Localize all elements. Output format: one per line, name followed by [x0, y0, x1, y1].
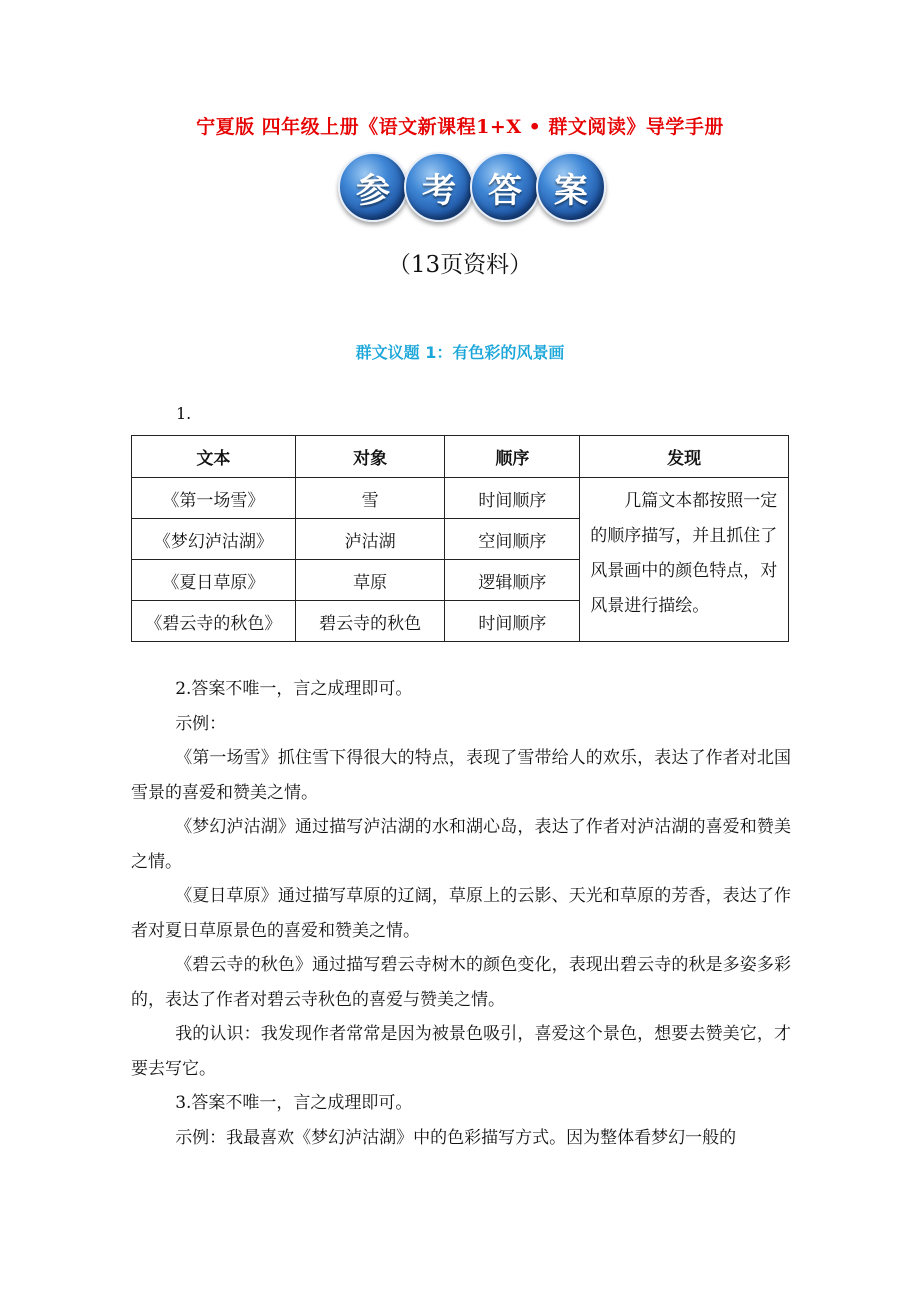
table-cell: 时间顺序 — [445, 478, 580, 519]
table-cell: 逻辑顺序 — [445, 560, 580, 601]
badge-char-1: 参 — [338, 152, 408, 222]
topic-heading: 群文议题 1：有色彩的风景画 — [355, 343, 565, 362]
table-cell: 空间顺序 — [445, 519, 580, 560]
table-cell: 碧云寺的秋色 — [295, 601, 445, 642]
table-header-cell: 文本 — [132, 436, 296, 478]
paragraph: 3.答案不唯一，言之成理即可。 — [175, 1093, 413, 1113]
table-cell: 草原 — [295, 560, 445, 601]
paragraph: 《碧云寺的秋色》通过描写碧云寺树木的颜色变化，表现出碧云寺的秋是多姿多彩的，表达了作者对碧云寺秋色的喜爱与赞美之情。 — [131, 955, 791, 1010]
table-cell: 时间顺序 — [445, 601, 580, 642]
answer-table — [131, 435, 789, 642]
paragraph: 《梦幻泸沽湖》通过描写泸沽湖的水和湖心岛，表达了作者对泸沽湖的喜爱和赞美之情。 — [131, 817, 791, 872]
paragraph: 示例：我最喜欢《梦幻泸沽湖》中的色彩描写方式。因为整体看梦幻一般的 — [175, 1127, 737, 1148]
table-header-row — [132, 436, 789, 478]
paragraph: 2.答案不唯一，言之成理即可。 — [175, 679, 413, 699]
answer-body — [131, 672, 791, 1155]
table-cell: 《碧云寺的秋色》 — [132, 601, 296, 642]
table-cell: 《夏日草原》 — [132, 560, 296, 601]
table-cell: 雪 — [295, 478, 445, 519]
table-header-cell: 发现 — [580, 436, 789, 478]
document-title: 宁夏版 四年级上册《语文新课程1+X • 群文阅读》导学手册 — [196, 116, 724, 138]
badge-char-4: 案 — [536, 152, 606, 222]
finding-cell: 几篇文本都按照一定的顺序描写，并且抓住了风景画中的颜色特点，对风景进行描绘。 — [580, 478, 789, 642]
question-1-number: 1. — [176, 404, 192, 423]
paragraph: 《第一场雪》抓住雪下得很大的特点，表现了雪带给人的欢乐，表达了作者对北国雪景的喜爱和赞美之情。 — [131, 748, 791, 803]
paragraph: 我的认识：我发现作者常常是因为被景色吸引，喜爱这个景色，想要去赞美它，才要去写它。 — [131, 1024, 791, 1079]
table-header-cell: 顺序 — [445, 436, 580, 478]
table-header-cell: 对象 — [295, 436, 445, 478]
paragraph: 示例： — [175, 713, 227, 734]
pages-note: （13页资料） — [387, 252, 533, 278]
table-row — [132, 478, 789, 519]
paragraph: 《夏日草原》通过描写草原的辽阔，草原上的云影、天光和草原的芳香，表达了作者对夏日草原景色的喜爱和赞美之情。 — [131, 886, 791, 941]
answer-key-badges — [338, 152, 602, 222]
badge-char-2: 考 — [404, 152, 474, 222]
table-cell: 《梦幻泸沽湖》 — [132, 519, 296, 560]
table-cell: 《第一场雪》 — [132, 478, 296, 519]
table-cell: 泸沽湖 — [295, 519, 445, 560]
badge-char-3: 答 — [470, 152, 540, 222]
